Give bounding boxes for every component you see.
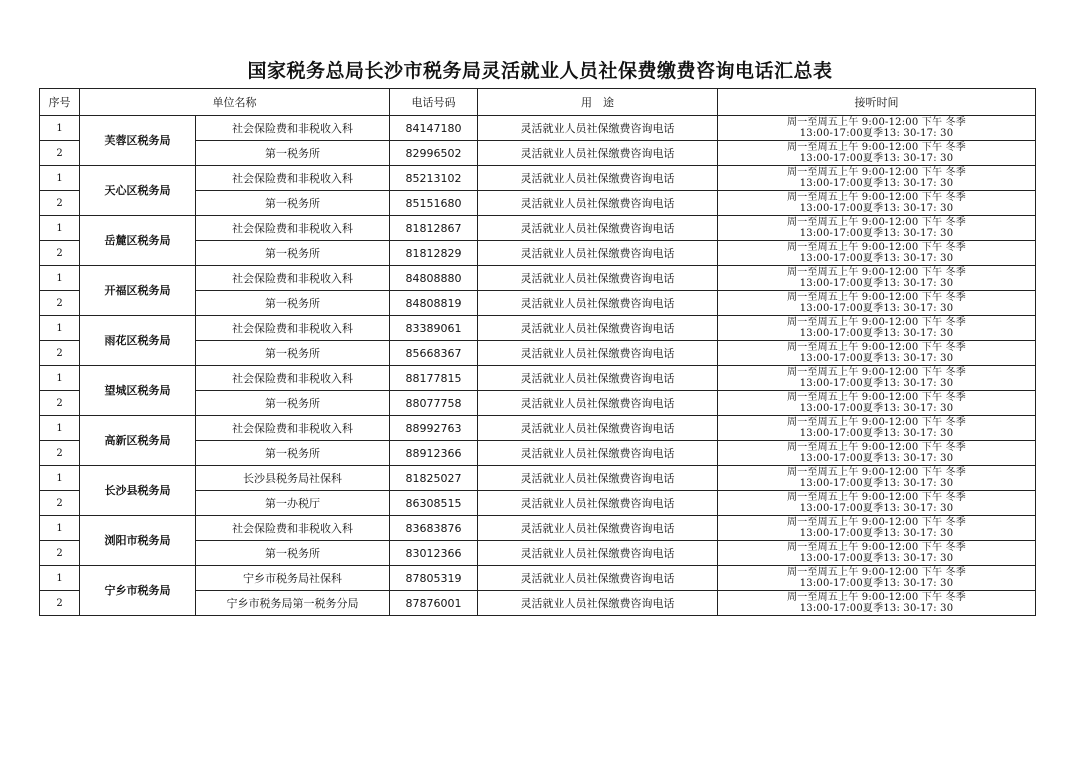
row-seq: 1 (40, 266, 80, 291)
row-seq: 2 (40, 341, 80, 366)
hours-line-2: 13:00-17:00夏季13: 30-17: 30 (799, 553, 954, 564)
office-name: 社会保险费和非税收入科 (196, 366, 390, 391)
hours-line-2: 13:00-17:00夏季13: 30-17: 30 (799, 603, 954, 614)
hours-line-1: 周一至周五上午 9:00-12:00 下午 冬季 (787, 467, 966, 478)
header-seq: 序号 (40, 89, 80, 116)
hours-line-1: 周一至周五上午 9:00-12:00 下午 冬季 (787, 142, 966, 153)
purpose: 灵活就业人员社保缴费咨询电话 (478, 166, 718, 191)
office-name: 社会保险费和非税收入科 (196, 116, 390, 141)
bureau-name: 浏阳市税务局 (80, 516, 196, 566)
row-seq: 2 (40, 241, 80, 266)
answer-hours (718, 341, 1036, 366)
row-seq: 1 (40, 466, 80, 491)
office-name: 社会保险费和非税收入科 (196, 216, 390, 241)
office-name: 第一税务所 (196, 341, 390, 366)
hours-line-1: 周一至周五上午 9:00-12:00 下午 冬季 (787, 267, 966, 278)
row-seq: 1 (40, 516, 80, 541)
answer-hours (718, 466, 1036, 491)
hours-line-1: 周一至周五上午 9:00-12:00 下午 冬季 (787, 442, 966, 453)
table-row (40, 566, 1036, 591)
hours-line-2: 13:00-17:00夏季13: 30-17: 30 (799, 278, 954, 289)
table-row (40, 216, 1036, 241)
phone-number: 85213102 (390, 166, 478, 191)
office-name: 社会保险费和非税收入科 (196, 516, 390, 541)
table-row (40, 416, 1036, 441)
row-seq: 2 (40, 291, 80, 316)
purpose: 灵活就业人员社保缴费咨询电话 (478, 466, 718, 491)
phone-number: 84147180 (390, 116, 478, 141)
purpose: 灵活就业人员社保缴费咨询电话 (478, 241, 718, 266)
hours-line-1: 周一至周五上午 9:00-12:00 下午 冬季 (787, 392, 966, 403)
hours-line-2: 13:00-17:00夏季13: 30-17: 30 (799, 503, 954, 514)
answer-hours (718, 166, 1036, 191)
hours-line-1: 周一至周五上午 9:00-12:00 下午 冬季 (787, 192, 966, 203)
office-name: 第一税务所 (196, 391, 390, 416)
purpose: 灵活就业人员社保缴费咨询电话 (478, 316, 718, 341)
hours-line-2: 13:00-17:00夏季13: 30-17: 30 (799, 578, 954, 589)
answer-hours (718, 141, 1036, 166)
row-seq: 2 (40, 391, 80, 416)
hours-line-1: 周一至周五上午 9:00-12:00 下午 冬季 (787, 417, 966, 428)
table-row (40, 516, 1036, 541)
purpose: 灵活就业人员社保缴费咨询电话 (478, 591, 718, 616)
answer-hours (718, 416, 1036, 441)
hours-line-1: 周一至周五上午 9:00-12:00 下午 冬季 (787, 167, 966, 178)
hours-line-1: 周一至周五上午 9:00-12:00 下午 冬季 (787, 517, 966, 528)
purpose: 灵活就业人员社保缴费咨询电话 (478, 516, 718, 541)
office-name: 社会保险费和非税收入科 (196, 416, 390, 441)
answer-hours (718, 441, 1036, 466)
phone-number: 82996502 (390, 141, 478, 166)
office-name: 社会保险费和非税收入科 (196, 166, 390, 191)
purpose: 灵活就业人员社保缴费咨询电话 (478, 566, 718, 591)
row-seq: 1 (40, 216, 80, 241)
phone-number: 87876001 (390, 591, 478, 616)
hours-line-2: 13:00-17:00夏季13: 30-17: 30 (799, 203, 954, 214)
answer-hours (718, 216, 1036, 241)
purpose: 灵活就业人员社保缴费咨询电话 (478, 116, 718, 141)
row-seq: 1 (40, 166, 80, 191)
hours-line-1: 周一至周五上午 9:00-12:00 下午 冬季 (787, 117, 966, 128)
answer-hours (718, 241, 1036, 266)
table-row (40, 166, 1036, 191)
office-name: 第一税务所 (196, 541, 390, 566)
table-row (40, 266, 1036, 291)
answer-hours (718, 366, 1036, 391)
office-name: 第一税务所 (196, 241, 390, 266)
hours-line-2: 13:00-17:00夏季13: 30-17: 30 (799, 453, 954, 464)
hours-line-2: 13:00-17:00夏季13: 30-17: 30 (799, 403, 954, 414)
purpose: 灵活就业人员社保缴费咨询电话 (478, 266, 718, 291)
bureau-name: 宁乡市税务局 (80, 566, 196, 616)
hours-line-2: 13:00-17:00夏季13: 30-17: 30 (799, 178, 954, 189)
office-name: 宁乡市税务局社保科 (196, 566, 390, 591)
office-name: 第一办税厅 (196, 491, 390, 516)
row-seq: 2 (40, 491, 80, 516)
phone-number: 88912366 (390, 441, 478, 466)
table-row (40, 366, 1036, 391)
bureau-name: 天心区税务局 (80, 166, 196, 216)
phone-number: 83683876 (390, 516, 478, 541)
office-name: 第一税务所 (196, 191, 390, 216)
phone-number: 81812829 (390, 241, 478, 266)
purpose: 灵活就业人员社保缴费咨询电话 (478, 191, 718, 216)
office-name: 社会保险费和非税收入科 (196, 266, 390, 291)
answer-hours (718, 566, 1036, 591)
bureau-name: 高新区税务局 (80, 416, 196, 466)
answer-hours (718, 291, 1036, 316)
answer-hours (718, 491, 1036, 516)
phone-number: 86308515 (390, 491, 478, 516)
hours-line-2: 13:00-17:00夏季13: 30-17: 30 (799, 128, 954, 139)
bureau-name: 岳麓区税务局 (80, 216, 196, 266)
bureau-name: 望城区税务局 (80, 366, 196, 416)
table-row (40, 316, 1036, 341)
table-body (40, 116, 1036, 616)
hours-line-2: 13:00-17:00夏季13: 30-17: 30 (799, 228, 954, 239)
row-seq: 2 (40, 191, 80, 216)
answer-hours (718, 191, 1036, 216)
hours-line-2: 13:00-17:00夏季13: 30-17: 30 (799, 153, 954, 164)
hours-line-2: 13:00-17:00夏季13: 30-17: 30 (799, 428, 954, 439)
hours-line-2: 13:00-17:00夏季13: 30-17: 30 (799, 253, 954, 264)
purpose: 灵活就业人员社保缴费咨询电话 (478, 441, 718, 466)
purpose: 灵活就业人员社保缴费咨询电话 (478, 291, 718, 316)
answer-hours (718, 266, 1036, 291)
purpose: 灵活就业人员社保缴费咨询电话 (478, 216, 718, 241)
hours-line-1: 周一至周五上午 9:00-12:00 下午 冬季 (787, 292, 966, 303)
phone-number: 85151680 (390, 191, 478, 216)
row-seq: 2 (40, 541, 80, 566)
row-seq: 1 (40, 316, 80, 341)
hours-line-1: 周一至周五上午 9:00-12:00 下午 冬季 (787, 242, 966, 253)
phone-number: 85668367 (390, 341, 478, 366)
row-seq: 2 (40, 591, 80, 616)
phone-number: 83012366 (390, 541, 478, 566)
purpose: 灵活就业人员社保缴费咨询电话 (478, 491, 718, 516)
header-hours: 接听时间 (718, 89, 1036, 116)
purpose: 灵活就业人员社保缴费咨询电话 (478, 416, 718, 441)
row-seq: 2 (40, 441, 80, 466)
phone-number: 84808880 (390, 266, 478, 291)
office-name: 第一税务所 (196, 141, 390, 166)
office-name: 社会保险费和非税收入科 (196, 316, 390, 341)
phone-number: 84808819 (390, 291, 478, 316)
answer-hours (718, 591, 1036, 616)
office-name: 长沙县税务局社保科 (196, 466, 390, 491)
office-name: 第一税务所 (196, 291, 390, 316)
hours-line-1: 周一至周五上午 9:00-12:00 下午 冬季 (787, 317, 966, 328)
purpose: 灵活就业人员社保缴费咨询电话 (478, 366, 718, 391)
phone-number: 81825027 (390, 466, 478, 491)
phone-number: 87805319 (390, 566, 478, 591)
phone-number: 88177815 (390, 366, 478, 391)
hours-line-2: 13:00-17:00夏季13: 30-17: 30 (799, 303, 954, 314)
office-name: 第一税务所 (196, 441, 390, 466)
hours-line-1: 周一至周五上午 9:00-12:00 下午 冬季 (787, 567, 966, 578)
answer-hours (718, 116, 1036, 141)
table-row (40, 466, 1036, 491)
phone-number: 81812867 (390, 216, 478, 241)
row-seq: 1 (40, 416, 80, 441)
hours-line-2: 13:00-17:00夏季13: 30-17: 30 (799, 353, 954, 364)
hours-line-1: 周一至周五上午 9:00-12:00 下午 冬季 (787, 217, 966, 228)
hours-line-2: 13:00-17:00夏季13: 30-17: 30 (799, 378, 954, 389)
purpose: 灵活就业人员社保缴费咨询电话 (478, 341, 718, 366)
office-name: 宁乡市税务局第一税务分局 (196, 591, 390, 616)
answer-hours (718, 391, 1036, 416)
hours-line-2: 13:00-17:00夏季13: 30-17: 30 (799, 328, 954, 339)
hours-line-1: 周一至周五上午 9:00-12:00 下午 冬季 (787, 542, 966, 553)
bureau-name: 芙蓉区税务局 (80, 116, 196, 166)
contact-table (39, 88, 1036, 616)
row-seq: 2 (40, 141, 80, 166)
bureau-name: 长沙县税务局 (80, 466, 196, 516)
row-seq: 1 (40, 366, 80, 391)
purpose: 灵活就业人员社保缴费咨询电话 (478, 391, 718, 416)
table-header-row (40, 89, 1036, 116)
hours-line-1: 周一至周五上午 9:00-12:00 下午 冬季 (787, 492, 966, 503)
header-purpose: 用 途 (478, 89, 718, 116)
hours-line-1: 周一至周五上午 9:00-12:00 下午 冬季 (787, 342, 966, 353)
hours-line-2: 13:00-17:00夏季13: 30-17: 30 (799, 528, 954, 539)
hours-line-2: 13:00-17:00夏季13: 30-17: 30 (799, 478, 954, 489)
phone-number: 88992763 (390, 416, 478, 441)
purpose: 灵活就业人员社保缴费咨询电话 (478, 541, 718, 566)
hours-line-1: 周一至周五上午 9:00-12:00 下午 冬季 (787, 592, 966, 603)
phone-number: 83389061 (390, 316, 478, 341)
hours-line-1: 周一至周五上午 9:00-12:00 下午 冬季 (787, 367, 966, 378)
bureau-name: 雨花区税务局 (80, 316, 196, 366)
answer-hours (718, 541, 1036, 566)
table-row (40, 116, 1036, 141)
phone-number: 88077758 (390, 391, 478, 416)
row-seq: 1 (40, 116, 80, 141)
row-seq: 1 (40, 566, 80, 591)
header-unit: 单位名称 (80, 89, 390, 116)
purpose: 灵活就业人员社保缴费咨询电话 (478, 141, 718, 166)
header-phone: 电话号码 (390, 89, 478, 116)
answer-hours (718, 316, 1036, 341)
bureau-name: 开福区税务局 (80, 266, 196, 316)
answer-hours (718, 516, 1036, 541)
page-title: 国家税务总局长沙市税务局灵活就业人员社保费缴费咨询电话汇总表 (247, 60, 833, 82)
